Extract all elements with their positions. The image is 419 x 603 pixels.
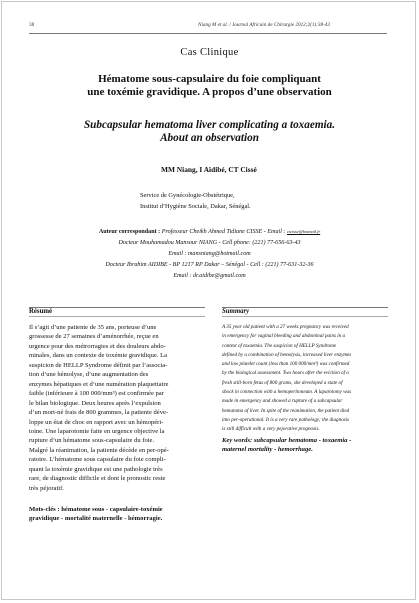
title-fr [0,73,419,98]
keywords-line: gravidique - mortalité maternelle - hémorragie. [29,515,163,523]
resume-line: Malgré la réanimation, la patiente décède en per-opé- [29,446,169,454]
summary-underline [222,316,388,317]
resume-heading: Résumé [29,308,53,315]
summary-line: A 35 year old patient with a 27 weeks pregnancy was received [222,324,349,330]
affiliation [140,190,251,212]
title-en [0,119,419,145]
journal-citation: Niang M et al. / Journal Africain de Chirurgie 2012;2(1):38-43 [198,22,330,28]
summary-body [222,323,388,435]
correspondence-line-1 [0,226,419,238]
summary-line: is still difficult with a very pejorative prognosis. [222,426,320,433]
resume-line: suspicion de HELLP Syndrome définit par l’associa- [29,361,168,369]
correspondence-author: Professeur Cheikh Ahmed Tidiane CISSE - Email : [160,229,287,235]
summary-line: hematoma of liver. In spite of the reanimation, the patient died [222,407,350,414]
resume-line: faible (inférieure à 100 000/mm³) est confirmée par [29,390,164,398]
correspondence-line-4: Docteur Ibrahim AIDIBE - BP 1217 RP Dakar – Sénégal - Cell : (221) 77-631-32-36 [105,262,314,268]
header-rule [29,33,387,34]
resume-line: urgence pour des métrorragies et des douleurs abdo- [29,342,166,350]
section-label: Cas Clinique [180,47,239,58]
keywords-line: Mots-clés : hématome sous - capsulaire-toxémie [29,506,163,513]
summary-line: into per-operational. It is a very rare pathology; the diagnosis [222,416,350,423]
summary-line: context of toxaemia. The suspicion of HELLP Syndrome [222,342,337,349]
summary-line: made in emergency and showed a rupture of a subcapsular [222,398,343,405]
keywords-line: maternel mortality - hemorrhage. [222,446,313,454]
resume-line: minales, dans un contexte de toxémie gravidique. La [29,352,167,360]
resume-body [29,323,205,493]
affiliation-line: Service de Gynécologie-Obstétrique, [140,192,235,199]
summary-line: in emergency for vaginal bleeding and abdominal pains in a [222,333,346,340]
correspondence [0,226,419,282]
summary-line: by the biological assessment. Two hours after the eviction of a [222,370,349,377]
summary-keywords [222,436,388,454]
resume-line: ratoire. L’hématome sous capsulaire du foie compli- [29,456,166,464]
resume-line: tion d’une hémolyse, d’une augmentation des [29,371,149,379]
title-en-line: About an observation [160,132,259,144]
resume-top-rule [29,307,205,308]
resume-line: rare, de diagnostic difficile et dont le pronostic reste [29,475,166,483]
summary-line: and low platelet count (less than 100 000/mm³) was confirmed [222,361,350,368]
resume-line: quant la toxémie gravidique est une pathologie très [29,465,163,473]
resume-line: Il s’agit d’une patiente de 35 ans, porteuse d’une [29,324,157,331]
page-number: 38 [29,22,35,28]
summary-line: shock in connection with a hemoperitoneum. A laparotomy was [222,389,352,396]
summary-heading: Summary [222,308,250,315]
authors: MM Niang, I Aïdibé, CT Cissé [161,165,257,174]
resume-line: rupture d’un hématome sous-capsulaire du foie. [29,437,155,445]
affiliation-line: Institut d’Hygiène Sociale, Dakar, Sénégal. [140,203,251,210]
title-en-line: Subcapsular hematoma liver complicating a toxaemia. [83,119,336,131]
resume-underline [29,316,205,317]
resume-line: toine. Une laparotomie faite en urgence objective la [29,427,165,435]
resume-line: enzymes hépatiques et d’une numération plaquettaire [29,380,169,388]
resume-line: d’un mort-né frais de 800 grammes, la patiente déve- [29,409,169,417]
resume-line: le bilan biologique. Deux heures après l’expulsion [29,399,161,407]
resume-keywords [29,505,205,524]
correspondence-line-3: Email : mansniang@hotmail.com [168,251,251,257]
correspondence-line-5: Email : dr.aidibe@gmail.com [173,273,246,279]
summary-line: fresh still-born fetus of 800 grams, she developed a state of [222,379,343,386]
correspondence-line-2: Docteur Mouhamadou Mansour NIANG - Cell phone: (221) 77-656-63-43 [118,240,301,246]
email-link[interactable]: ctcisse@hotmail.fr [286,229,321,234]
resume-line: grossesse de 27 semaines d’aménorrhée, reçue en [29,333,159,341]
summary-line: defined by a combination of hemolysis, increased liver enzymes [222,351,352,358]
resume-line: loppe un état de choc en rapport avec un hémopéri- [29,418,164,426]
keywords-line: Key words: subcapsular hematoma - toxaemia - [222,437,352,444]
resume-line: très péjoratif. [29,484,64,492]
title-fr-line: Hématome sous-capsulaire du foie compliquant [98,73,321,85]
correspondence-label: Auteur correspondant : [98,229,161,235]
title-fr-line: une toxémie gravidique. A propos d’une observation [87,85,332,98]
